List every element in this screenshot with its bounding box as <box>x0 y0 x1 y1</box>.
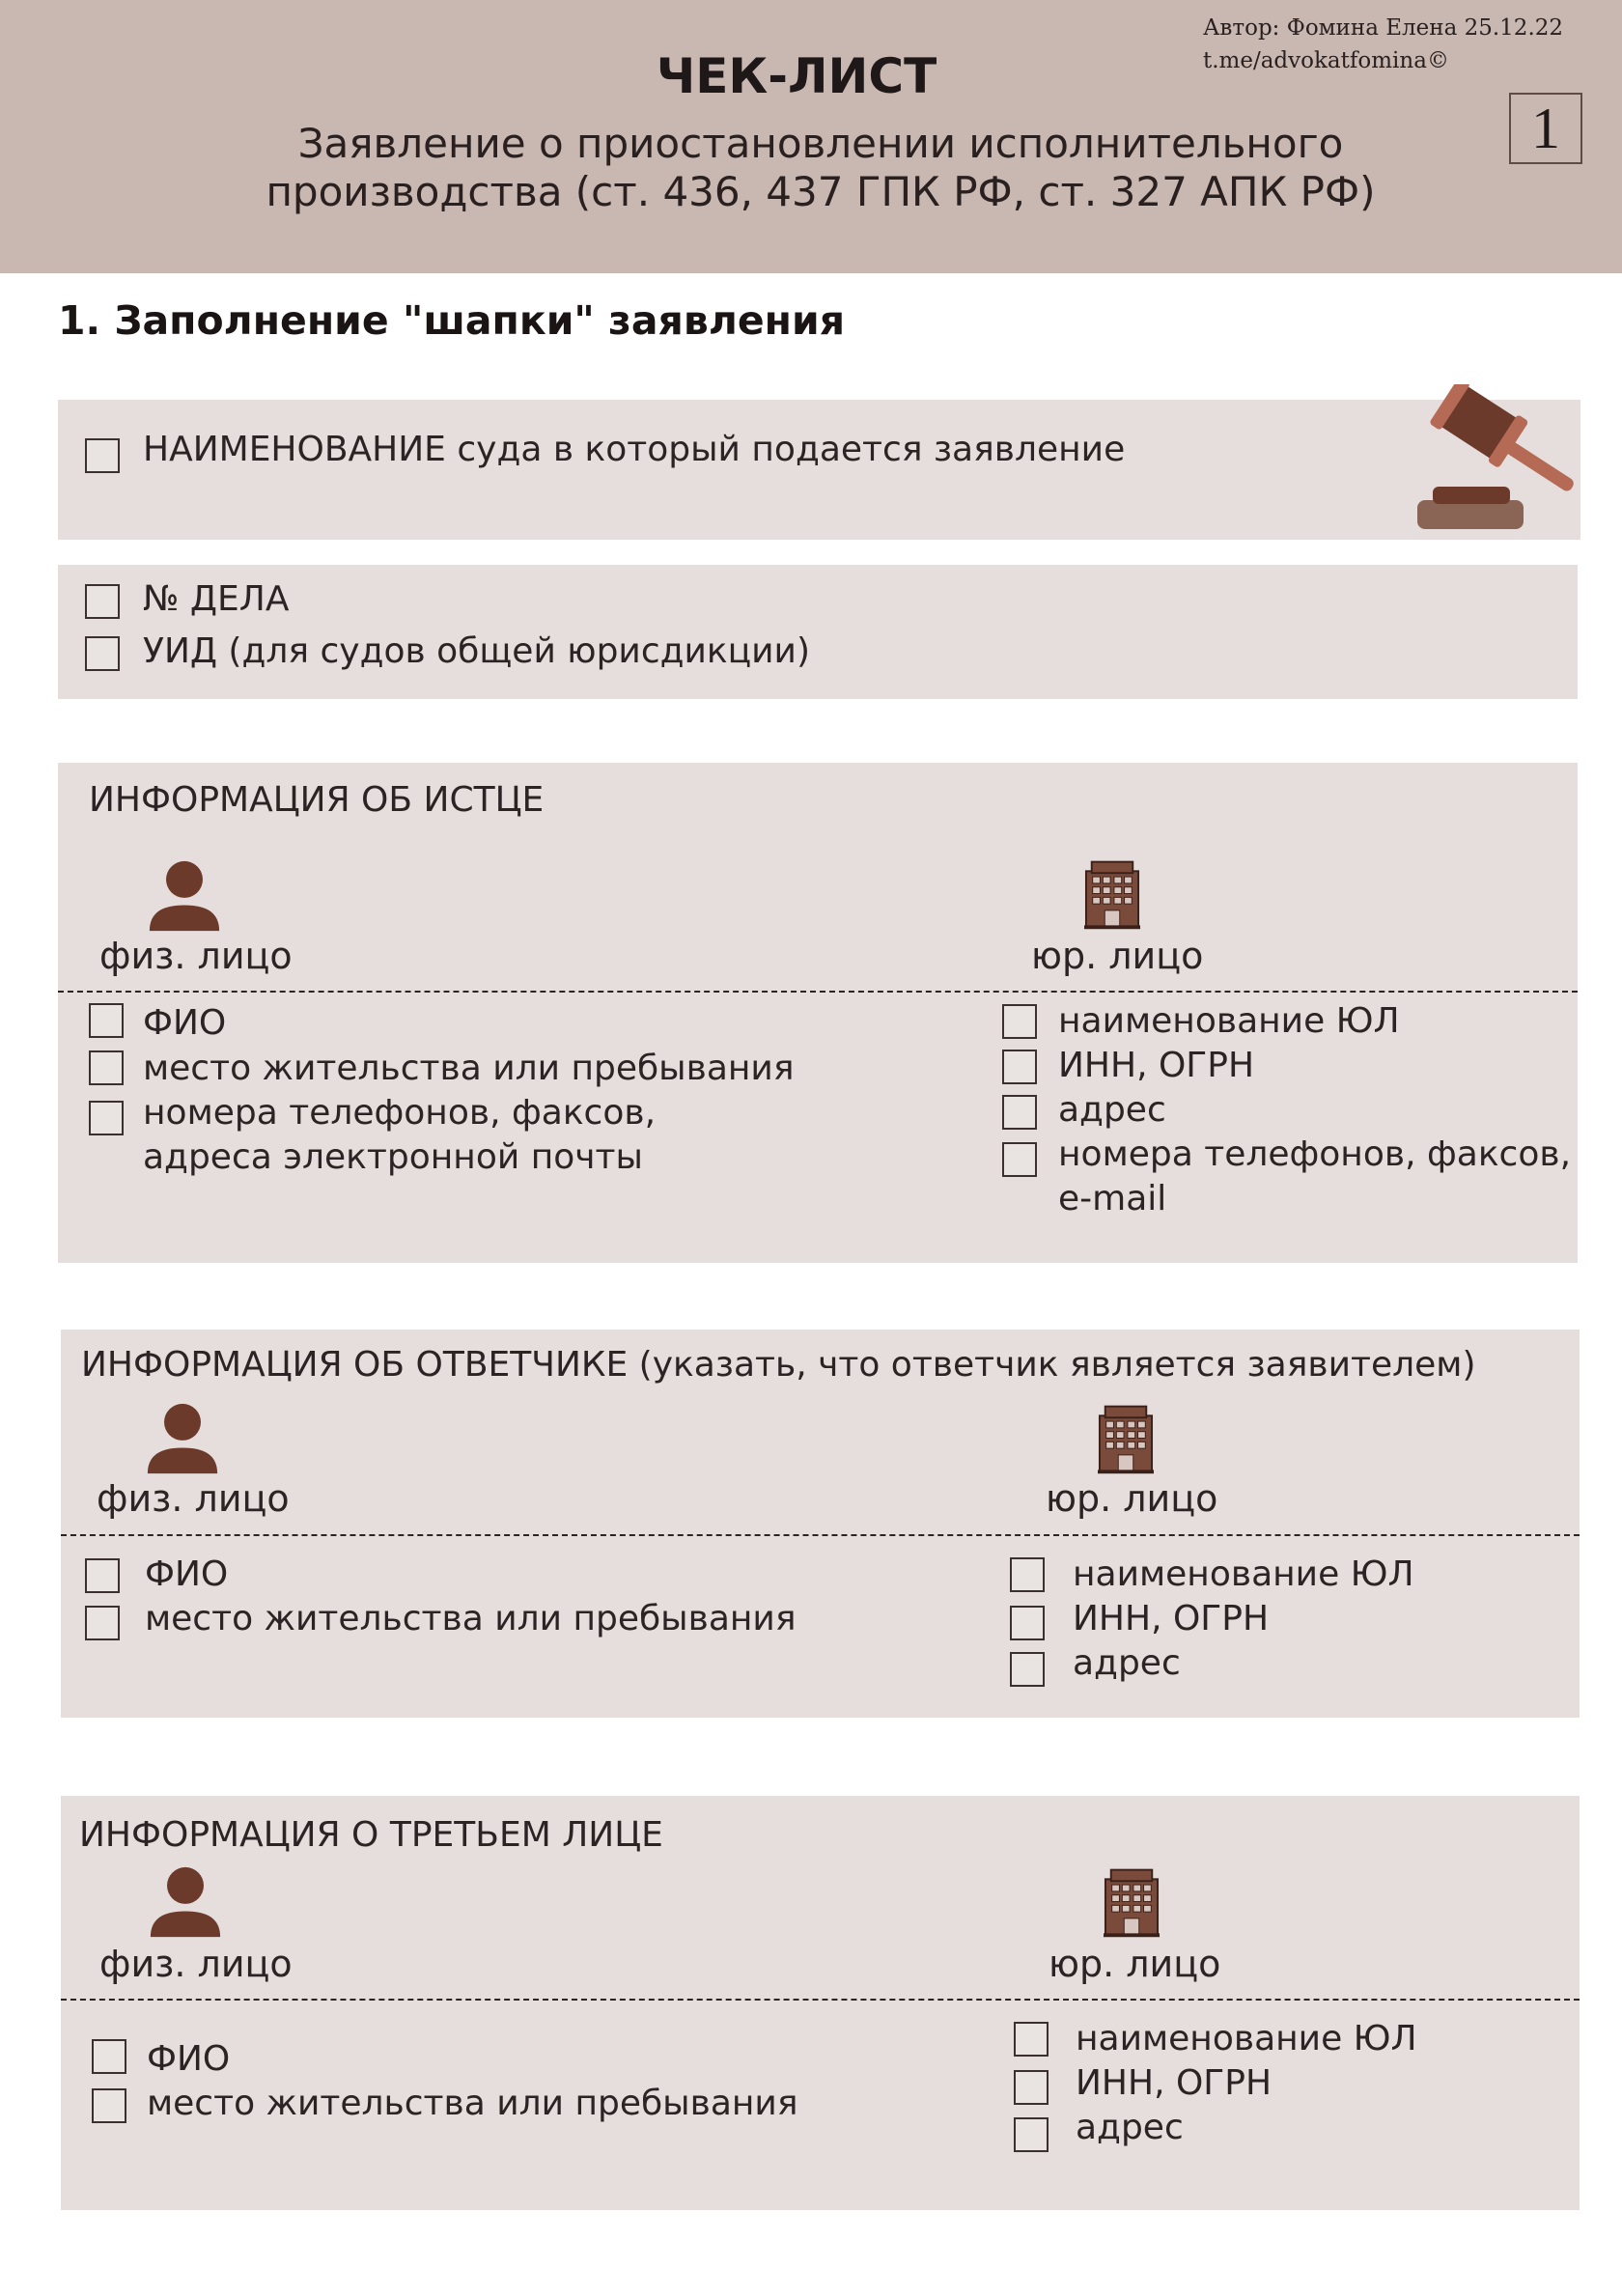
defendant-address-label: адрес <box>1073 1643 1181 1683</box>
checkbox-third-party-residence[interactable] <box>92 2088 126 2123</box>
page-title: ЧЕК-ЛИСТ <box>656 48 937 104</box>
checkbox-defendant-inn[interactable] <box>1010 1606 1045 1640</box>
checkbox-defendant-address[interactable] <box>1010 1652 1045 1687</box>
checkbox-plaintiff-address[interactable] <box>1002 1095 1037 1130</box>
building-icon <box>1098 1402 1154 1474</box>
checkbox-plaintiff-fio[interactable] <box>89 1003 124 1038</box>
person-icon <box>145 1402 220 1475</box>
plaintiff-fio-label: ФИО <box>143 1003 227 1043</box>
checkbox-defendant-fio[interactable] <box>85 1558 120 1593</box>
plaintiff-address-label: адрес <box>1058 1090 1166 1130</box>
checkbox-defendant-residence[interactable] <box>85 1606 120 1640</box>
individual-label: физ. лицо <box>97 1477 290 1520</box>
defendant-box <box>61 1330 1580 1718</box>
checkbox-plaintiff-inn[interactable] <box>1002 1050 1037 1084</box>
legal-entity-label: юр. лицо <box>1049 1943 1221 1985</box>
individual-label: физ. лицо <box>99 935 293 977</box>
third-party-title: ИНФОРМАЦИЯ О ТРЕТЬЕМ ЛИЦЕ <box>79 1815 663 1855</box>
plaintiff-legal-name-label: наименование ЮЛ <box>1058 1001 1400 1041</box>
third-party-fio-label: ФИО <box>147 2039 231 2079</box>
checkbox-plaintiff-legal-contacts[interactable] <box>1002 1142 1037 1177</box>
section-divider <box>61 1534 1580 1536</box>
defendant-title: ИНФОРМАЦИЯ ОБ ОТВЕТЧИКЕ (указать, что ответчик является заявителем) <box>81 1345 1476 1385</box>
person-icon <box>148 1865 223 1939</box>
checkbox-plaintiff-residence[interactable] <box>89 1050 124 1085</box>
gavel-icon <box>1398 384 1577 535</box>
subtitle-line-1: Заявление о приостановлении исполнительного <box>297 120 1344 167</box>
checkbox-uid[interactable] <box>85 636 120 671</box>
defendant-residence-label: место жительства или пребывания <box>145 1599 797 1638</box>
plaintiff-title: ИНФОРМАЦИЯ ОБ ИСТЦЕ <box>89 780 545 820</box>
uid-label: УИД (для судов общей юрисдикции) <box>143 631 810 671</box>
plaintiff-inn-label: ИНН, ОГРН <box>1058 1046 1255 1085</box>
author-name-date: Автор: Фомина Елена 25.12.22 <box>1203 15 1564 41</box>
defendant-inn-label: ИНН, ОГРН <box>1073 1599 1270 1638</box>
checkbox-plaintiff-contacts[interactable] <box>89 1101 124 1135</box>
court-name-label: НАИМЕНОВАНИЕ суда в который подается заявление <box>143 430 1126 469</box>
subtitle-line-2: производства (ст. 436, 437 ГПК РФ, ст. 327 АПК РФ) <box>266 168 1376 215</box>
section-divider <box>61 1999 1580 2001</box>
building-icon <box>1084 857 1140 930</box>
page-number: 1 <box>1509 93 1582 164</box>
plaintiff-contacts-label-cont: адреса электронной почты <box>143 1137 643 1177</box>
author-info <box>1203 12 1563 77</box>
building-icon <box>1104 1865 1160 1938</box>
checkbox-case-number[interactable] <box>85 584 120 619</box>
section-divider <box>58 991 1578 993</box>
section-heading: 1. Заполнение "шапки" заявления <box>58 297 846 344</box>
third-party-residence-label: место жительства или пребывания <box>147 2084 798 2123</box>
defendant-legal-name-label: наименование ЮЛ <box>1073 1554 1414 1594</box>
third-party-legal-name-label: наименование ЮЛ <box>1076 2019 1417 2058</box>
plaintiff-contacts-label: номера телефонов, факсов, <box>143 1093 657 1133</box>
legal-entity-label: юр. лицо <box>1031 935 1204 977</box>
checkbox-third-party-legal-name[interactable] <box>1014 2022 1049 2057</box>
third-party-address-label: адрес <box>1076 2108 1184 2147</box>
plaintiff-legal-contacts-label: номера телефонов, факсов, <box>1058 1134 1572 1174</box>
page-subtitle <box>0 120 1622 216</box>
person-icon <box>147 859 222 933</box>
defendant-fio-label: ФИО <box>145 1554 229 1594</box>
plaintiff-legal-contacts-label-cont: e-mail <box>1058 1179 1167 1218</box>
case-number-label: № ДЕЛА <box>143 579 290 619</box>
checkbox-defendant-legal-name[interactable] <box>1010 1557 1045 1592</box>
plaintiff-residence-label: место жительства или пребывания <box>143 1049 795 1088</box>
page-header <box>0 0 1622 273</box>
checkbox-third-party-fio[interactable] <box>92 2039 126 2074</box>
checkbox-court-name[interactable] <box>85 438 120 473</box>
checkbox-third-party-inn[interactable] <box>1014 2070 1049 2105</box>
checkbox-third-party-address[interactable] <box>1014 2117 1049 2152</box>
individual-label: физ. лицо <box>99 1943 293 1985</box>
third-party-inn-label: ИНН, ОГРН <box>1076 2063 1272 2103</box>
checkbox-plaintiff-legal-name[interactable] <box>1002 1004 1037 1039</box>
author-link[interactable]: t.me/advokatfomina© <box>1203 48 1449 73</box>
third-party-box <box>61 1796 1580 2210</box>
legal-entity-label: юр. лицо <box>1046 1477 1218 1520</box>
